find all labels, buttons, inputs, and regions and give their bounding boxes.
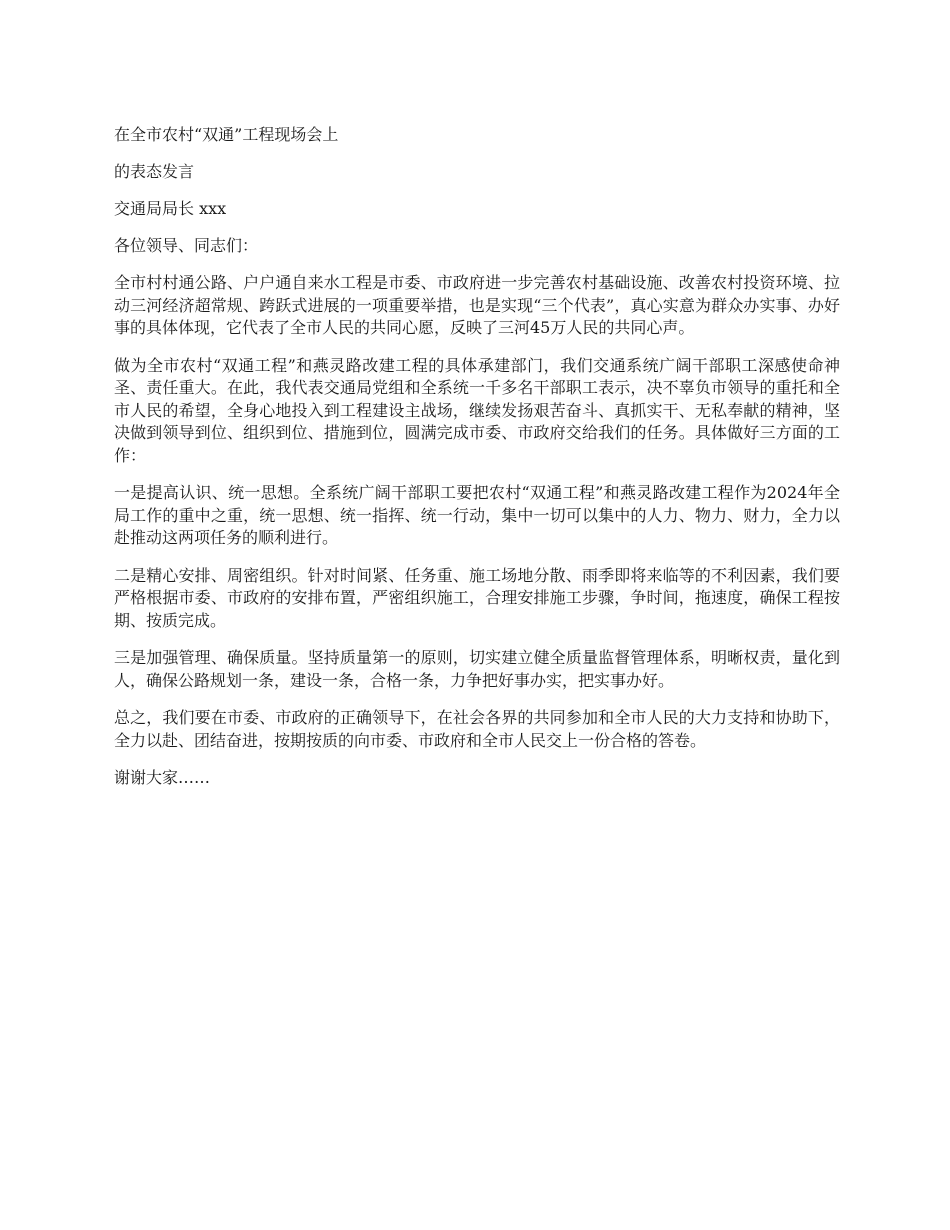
title-line-1: 在全市农村“双通”工程现场会上 <box>114 125 339 144</box>
paragraph-point-one: 一是提高认识、统一思想。全系统广阔干部职工要把农村“双通工程”和燕灵路改建工程作为2024年全局工作的重中之重，统一思想、统一指挥、统一行动，集中一切可以集中的人力、物力、财力，全力以赴推动这两项任务的顺利进行。 <box>114 483 840 547</box>
document-page <box>114 124 840 804</box>
title-line-2: 的表态发言 <box>114 162 195 181</box>
paragraph-commitment: 做为全市农村“双通工程”和燕灵路改建工程的具体承建部门，我们交通系统广阔干部职工深感使命神圣、责任重大。在此，我代表交通局党组和全系统一千多名干部职工表示，决不辜负市领导的重托和全市人民的希望，全身心地投入到工程建设主战场，继续发扬艰苦奋斗、真抓实干、无私奉献的精神，坚决做到领导到位、组织到位、措施到位，圆满完成市委、市政府交给我们的任务。具体做好三方面的工作： <box>114 355 840 465</box>
salutation: 各位领导、同志们： <box>114 236 259 255</box>
closing-line: 谢谢大家…… <box>114 768 211 787</box>
paragraph-intro: 全市村村通公路、户户通自来水工程是市委、市政府进一步完善农村基础设施、改善农村投资环境、拉动三河经济超常规、跨跃式进展的一项重要举措，也是实现“三个代表”，真心实意为群众办实事、办好事的具体体现，它代表了全市人民的共同心愿，反映了三河45万人民的共同心声。 <box>114 273 840 337</box>
paragraph-point-two: 二是精心安排、周密组织。针对时间紧、任务重、施工场地分散、雨季即将来临等的不利因素，我们要严格根据市委、市政府的安排布置，严密组织施工，合理安排施工步骤，争时间，拖速度，确保工程按期、按质完成。 <box>114 565 840 630</box>
paragraph-point-three: 三是加强管理、确保质量。坚持质量第一的原则，切实建立健全质量监督管理体系，明晰权责，量化到人，确保公路规划一条，建设一条，合格一条，力争把好事办实，把实事办好。 <box>114 648 840 690</box>
speaker-line: 交通局局长 xxx <box>114 199 227 218</box>
paragraph-conclusion: 总之，我们要在市委、市政府的正确领导下，在社会各界的共同参加和全市人民的大力支持和协助下，全力以赴、团结奋进，按期按质的向市委、市政府和全市人民交上一份合格的答卷。 <box>114 708 840 750</box>
